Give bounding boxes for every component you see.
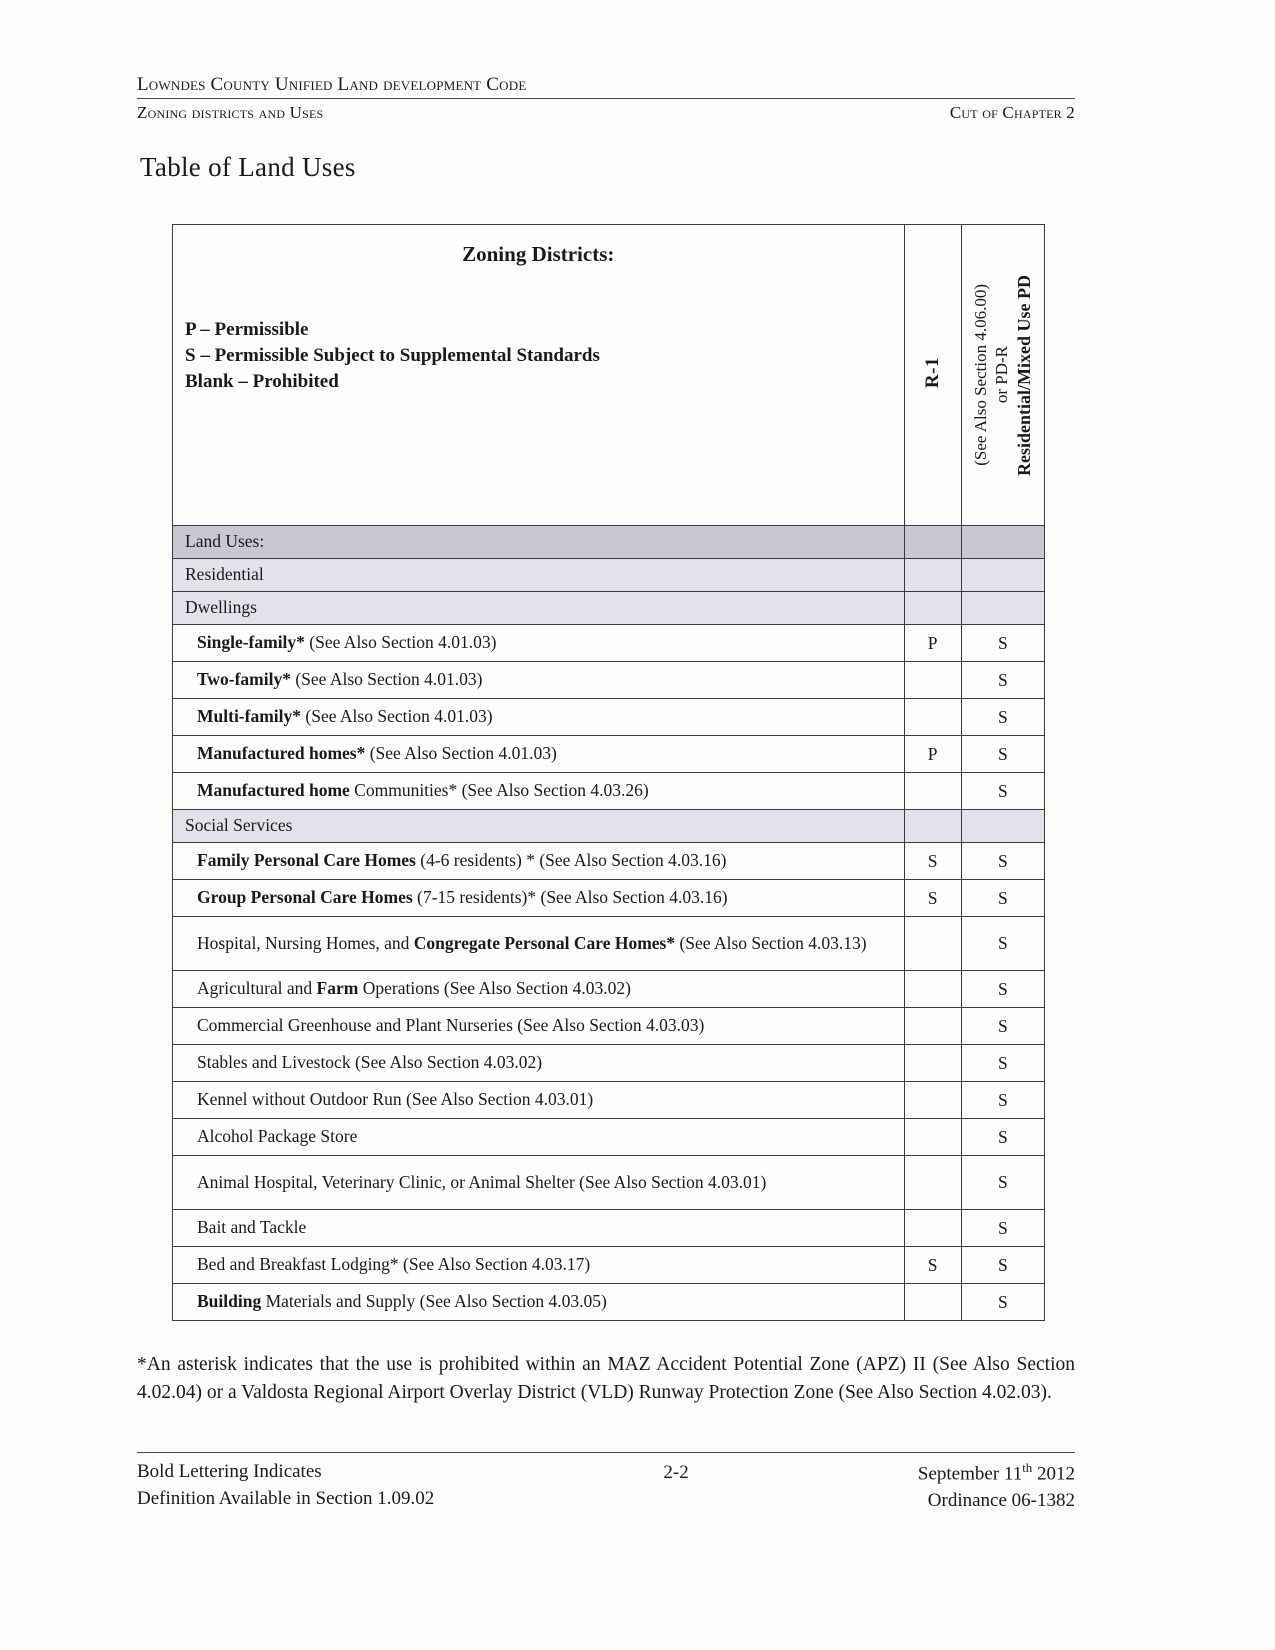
cell-pd xyxy=(961,592,1044,625)
land-use-term-bold: Two-family* xyxy=(197,669,291,690)
footer-date-year: 2012 xyxy=(1032,1463,1075,1485)
land-use-text: (7-15 residents)* (See Also Section 4.03.16) xyxy=(412,887,728,908)
legend-permissible xyxy=(185,317,600,343)
land-use-label xyxy=(173,1082,905,1119)
legend-block xyxy=(185,317,600,396)
land-uses-table xyxy=(172,224,1045,1321)
table-row xyxy=(173,1210,1045,1247)
table-section-row xyxy=(173,526,1045,559)
cell-r1 xyxy=(904,971,961,1008)
table-header-legend-cell xyxy=(173,225,905,526)
asterisk-footnote: *An asterisk indicates that the use is prohibited within an MAZ Accident Potential Zone (APZ) II (See Also Section 4.02.04) or a Valdosta Regional Airport Overlay District (VLD) Runway Protection Zone (See Also Section 4.02.03). xyxy=(137,1354,1075,1403)
legend-supplemental xyxy=(185,343,600,369)
column-header-pd-sub1: or PD-R xyxy=(992,346,1012,404)
cell-pd: S xyxy=(961,1210,1044,1247)
footer-date-suffix: th xyxy=(1022,1460,1033,1475)
land-use-term-bold: Family Personal Care Homes xyxy=(197,850,416,871)
land-use-term-bold: Multi-family* xyxy=(197,706,302,727)
land-use-text: Alcohol Package Store xyxy=(197,1126,358,1147)
footer-right-block xyxy=(918,1459,1075,1515)
cell-pd: S xyxy=(961,843,1044,880)
table-subsection-row xyxy=(173,810,1045,843)
cell-pd: S xyxy=(961,1247,1044,1284)
land-use-label xyxy=(173,625,905,662)
table-row xyxy=(173,1247,1045,1284)
land-use-group-name: Dwellings xyxy=(185,597,257,618)
land-use-text: Stables and Livestock (See Also Section 4.03.02) xyxy=(197,1052,543,1073)
land-use-text: Kennel without Outdoor Run (See Also Section 4.03.01) xyxy=(197,1089,594,1110)
cell-pd: S xyxy=(961,880,1044,917)
table-row xyxy=(173,625,1045,662)
land-use-label xyxy=(173,1284,905,1321)
table-row xyxy=(173,917,1045,971)
land-use-label xyxy=(173,559,905,592)
table-row xyxy=(173,1045,1045,1082)
land-use-text-pre: Agricultural and xyxy=(197,978,317,999)
table-row xyxy=(173,1156,1045,1210)
land-use-text: (See Also Section 4.01.03) xyxy=(290,669,483,690)
land-use-label xyxy=(173,1008,905,1045)
cell-r1 xyxy=(904,1008,961,1045)
cell-pd: S xyxy=(961,1045,1044,1082)
table-row xyxy=(173,843,1045,880)
header-document-title: Lowndes County Unified Land development Code xyxy=(137,74,527,95)
table-row xyxy=(173,662,1045,699)
table-row xyxy=(173,736,1045,773)
land-use-text: Communities* (See Also Section 4.03.26) xyxy=(349,780,649,801)
land-use-term-bold: Manufactured home xyxy=(197,780,350,801)
cell-pd xyxy=(961,526,1044,559)
land-use-label xyxy=(173,526,905,559)
land-use-text: (See Also Section 4.01.03) xyxy=(365,743,557,764)
page-footer xyxy=(137,1452,1075,1515)
table-row xyxy=(173,880,1045,917)
header-chapter-label: Zoning districts and Uses xyxy=(137,103,324,122)
cell-pd xyxy=(961,810,1044,843)
land-use-label xyxy=(173,1119,905,1156)
land-use-group-name: Social Services xyxy=(185,815,293,836)
cell-r1 xyxy=(904,662,961,699)
cell-r1: S xyxy=(904,1247,961,1284)
footer-date-main: September 11 xyxy=(917,1463,1023,1485)
footer-ordinance: Ordinance 06-1382 xyxy=(927,1490,1075,1512)
land-use-term-bold: Manufactured homes* xyxy=(197,743,366,764)
header-cut-label: Cut of Chapter 2 xyxy=(949,103,1075,122)
land-use-label xyxy=(173,971,905,1008)
cell-r1 xyxy=(904,1284,961,1321)
cell-r1 xyxy=(904,526,961,559)
land-use-text: Bed and Breakfast Lodging* (See Also Section 4.03.17) xyxy=(197,1254,591,1275)
land-use-term-bold: Building xyxy=(197,1291,262,1312)
land-use-label xyxy=(173,1247,905,1284)
cell-r1 xyxy=(904,559,961,592)
land-use-group-name: Land Uses: xyxy=(185,531,265,552)
land-use-text: (See Also Section 4.01.03) xyxy=(301,706,493,727)
footer-bold-note-line1: Bold Lettering Indicates xyxy=(137,1461,322,1482)
cell-r1 xyxy=(904,773,961,810)
cell-pd: S xyxy=(961,1008,1044,1045)
column-header-r1-label: R-1 xyxy=(921,356,943,389)
table-body xyxy=(173,225,1045,1321)
column-header-pd xyxy=(961,225,1044,526)
land-use-term-bold: Congregate Personal Care Homes* xyxy=(413,932,676,953)
land-use-label xyxy=(173,736,905,773)
footer-date xyxy=(918,1459,1075,1488)
land-use-label xyxy=(173,699,905,736)
land-use-term-bold: Farm xyxy=(316,978,359,999)
table-row xyxy=(173,1119,1045,1156)
land-use-label xyxy=(173,1210,905,1247)
legend-line-1: S – Permissible Subject to Supplemental Standards xyxy=(185,345,600,367)
land-use-term-bold: Group Personal Care Homes xyxy=(197,887,413,908)
table-row xyxy=(173,1082,1045,1119)
land-use-group-name: Residential xyxy=(185,564,264,585)
land-use-label xyxy=(173,1156,905,1210)
cell-r1: P xyxy=(904,736,961,773)
table-row xyxy=(173,1008,1045,1045)
land-use-text: Materials and Supply (See Also Section 4.03.05) xyxy=(261,1291,607,1312)
cell-r1: P xyxy=(904,625,961,662)
table-row xyxy=(173,699,1045,736)
legend-line-2: Blank – Prohibited xyxy=(185,371,339,393)
legend-prohibited xyxy=(185,369,600,395)
land-use-label xyxy=(173,880,905,917)
land-use-label xyxy=(173,917,905,971)
cell-pd: S xyxy=(961,736,1044,773)
table-row xyxy=(173,971,1045,1008)
footer-rule xyxy=(137,1452,1075,1453)
cell-pd: S xyxy=(961,625,1044,662)
land-use-text-pre: Hospital, Nursing Homes, and xyxy=(197,932,414,953)
cell-pd: S xyxy=(961,917,1044,971)
cell-r1 xyxy=(904,917,961,971)
land-use-label xyxy=(173,662,905,699)
cell-r1 xyxy=(904,1045,961,1082)
footer-bold-note-line2: Definition Available in Section 1.09.02 xyxy=(137,1487,435,1509)
column-header-pd-main: Residential/Mixed Use PD xyxy=(1014,274,1035,476)
table-subsection-row xyxy=(173,592,1045,625)
table-row xyxy=(173,1284,1045,1321)
land-use-label xyxy=(173,773,905,810)
legend-line-0: P – Permissible xyxy=(185,319,309,340)
cell-r1 xyxy=(904,1156,961,1210)
footer-page-number: 2-2 xyxy=(663,1462,689,1483)
table-subsection-row xyxy=(173,559,1045,592)
table-row xyxy=(173,773,1045,810)
header-subline xyxy=(137,103,1075,123)
cell-pd: S xyxy=(961,971,1044,1008)
cell-r1: S xyxy=(904,843,961,880)
land-use-label xyxy=(173,592,905,625)
land-use-text: Commercial Greenhouse and Plant Nurseries (See Also Section 4.03.03) xyxy=(197,1015,705,1036)
cell-pd: S xyxy=(961,699,1044,736)
cell-pd: S xyxy=(961,1284,1044,1321)
column-header-pd-sub2: (See Also Section 4.06.00) xyxy=(970,284,990,466)
land-use-text: (See Also Section 4.03.13) xyxy=(675,932,867,953)
land-use-text: (See Also Section 4.01.03) xyxy=(304,632,497,653)
land-use-term-bold: Single-family* xyxy=(197,632,305,653)
footer-left-block xyxy=(137,1459,434,1515)
cell-pd: S xyxy=(961,1119,1044,1156)
land-use-label xyxy=(173,810,905,843)
page-title: Table of Land Uses xyxy=(140,152,356,182)
header-rule xyxy=(137,98,1075,99)
cell-pd: S xyxy=(961,1156,1044,1210)
page-header xyxy=(137,74,1075,123)
land-use-text: Operations (See Also Section 4.03.02) xyxy=(358,978,632,999)
cell-r1 xyxy=(904,1210,961,1247)
column-header-r1 xyxy=(904,225,961,526)
table-header-row xyxy=(173,225,1045,526)
cell-pd: S xyxy=(961,1082,1044,1119)
land-uses-table-wrapper xyxy=(172,224,1045,1321)
cell-pd: S xyxy=(961,662,1044,699)
land-use-text: Animal Hospital, Veterinary Clinic, or Animal Shelter (See Also Section 4.03.01) xyxy=(197,1171,767,1192)
land-use-label xyxy=(173,1045,905,1082)
land-use-text: (4-6 residents) * (See Also Section 4.03.16) xyxy=(415,850,727,871)
cell-r1 xyxy=(904,1082,961,1119)
cell-r1 xyxy=(904,592,961,625)
land-use-text: Bait and Tackle xyxy=(197,1217,307,1238)
cell-r1 xyxy=(904,1119,961,1156)
cell-pd: S xyxy=(961,773,1044,810)
cell-r1 xyxy=(904,699,961,736)
cell-r1: S xyxy=(904,880,961,917)
cell-pd xyxy=(961,559,1044,592)
cell-r1 xyxy=(904,810,961,843)
zoning-districts-label: Zoning Districts: xyxy=(462,242,615,266)
land-use-label xyxy=(173,843,905,880)
